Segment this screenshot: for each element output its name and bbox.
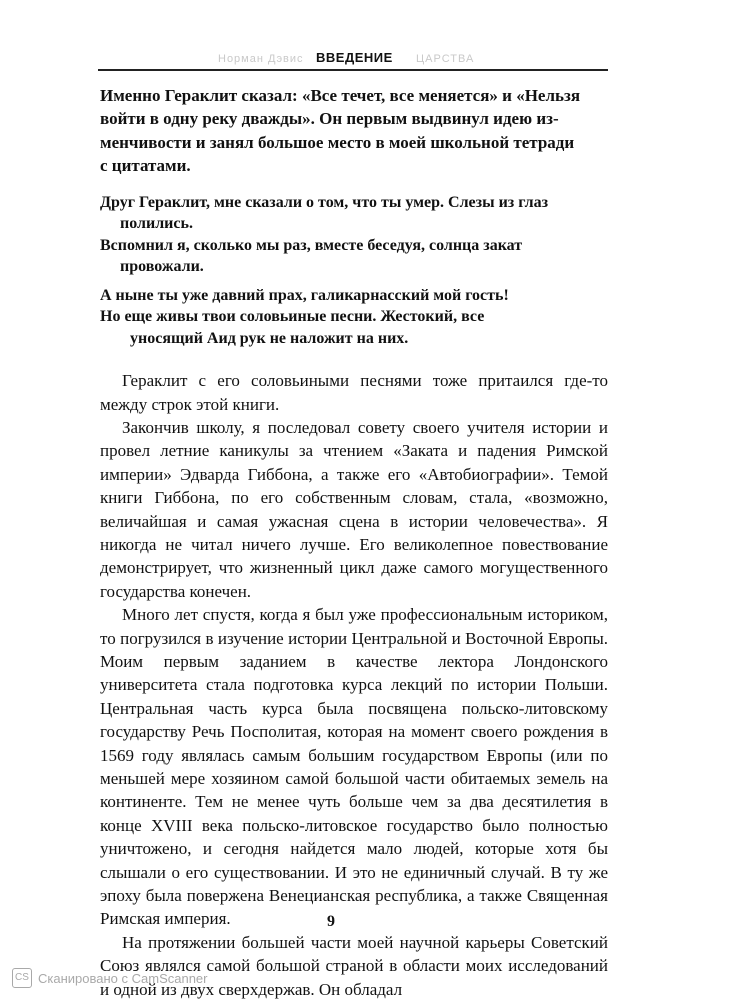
intro-line: Именно Гераклит сказал: «Все течет, все меняется» и «Нельзя (100, 86, 581, 105)
poem-stanza (100, 285, 608, 350)
body-paragraph: Закончив школу, я последовал совету своего учителя истории и провел летние каникулы за чтением «Заката и падения Римской империи» Эдварда Гиббона, а также его «Автобиографии». Темой книги Гиббона, по его собственным словам, стала, «возможно, величайшая и самая ужасная сцена в истории человечества». Я никогда не читал ничего лучше. Его великолепное повествование демонстрирует, что жизненный цикл даже самого могущественного государства конечен. (100, 417, 608, 601)
header-ghost-right: ЦАРСТВА (416, 53, 475, 65)
poem-line: А ныне ты уже давний прах, галикарнасский мой гость! (100, 286, 509, 304)
poem-line: Друг Гераклит, мне сказали о том, что ты умер. Слезы из глаз (100, 193, 549, 211)
poem-stanza (100, 192, 608, 278)
chapter-title: ВВЕДЕНИЕ (310, 50, 399, 65)
poem-line: Но еще живы твои соловьиные песни. Жестокий, все (100, 308, 485, 326)
running-header (98, 45, 608, 75)
epigraph-poem (100, 192, 608, 350)
poem-line: уносящий Аид рук не наложит на них. (130, 329, 409, 347)
page-content (100, 84, 608, 1001)
poem-line: провожали. (120, 258, 204, 276)
intro-paragraph (100, 84, 608, 178)
header-ghost-left: Норман Дэвис (218, 53, 304, 65)
intro-line: менчивости и занял большое место в моей школьной тетради (100, 132, 575, 152)
body-paragraph: Много лет спустя, когда я был уже профессиональным историком, то погрузился в изучение истории Центральной и Восточной Европы. Моим первым заданием в качестве лектора Лондонского университета стала подготовка курса лекций по истории Польши. Центральная часть курса была посвящена польско-литовскому государству Речь Посполитая, которая на момент своего рождения в 1569 году являлась самым большим государством Европы (или по меньшей мере хозяином самой большой части обитаемых земель на континенте. Тем не менее чуть больше чем за два десятилетия в конце XVIII века польско-литовское государство было полностью уничтожено, и сегодня найдется мало людей, которые хотя бы слышали о его существовании. И это не единичный случай. В ту же эпоху была повержена Венецианская республика, а также Священная Римская империя. (100, 605, 608, 929)
page-number: 9 (327, 913, 335, 930)
body-paragraph: Гераклит с его соловьиными песнями тоже притаился где-то между строк этой книги. (100, 371, 608, 414)
intro-line: с цитатами. (100, 156, 191, 176)
poem-line: Вспомнил я, сколько мы раз, вместе беседуя, солнца закат (100, 236, 523, 254)
header-rule (98, 69, 608, 71)
camscanner-logo-icon: CS (12, 968, 32, 988)
body-paragraph: На протяжении большей части моей научной карьеры Советский Союз являлся самой большой страной в области моих исследований и одной из двух сверхдержав. Он обладал (100, 932, 608, 999)
watermark-text: Сканировано с CamScanner (38, 970, 208, 986)
scanner-watermark (12, 968, 207, 988)
intro-line: войти в одну реку дважды». Он первым выдвинул идею из- (100, 109, 559, 129)
poem-line: полились. (120, 215, 193, 233)
